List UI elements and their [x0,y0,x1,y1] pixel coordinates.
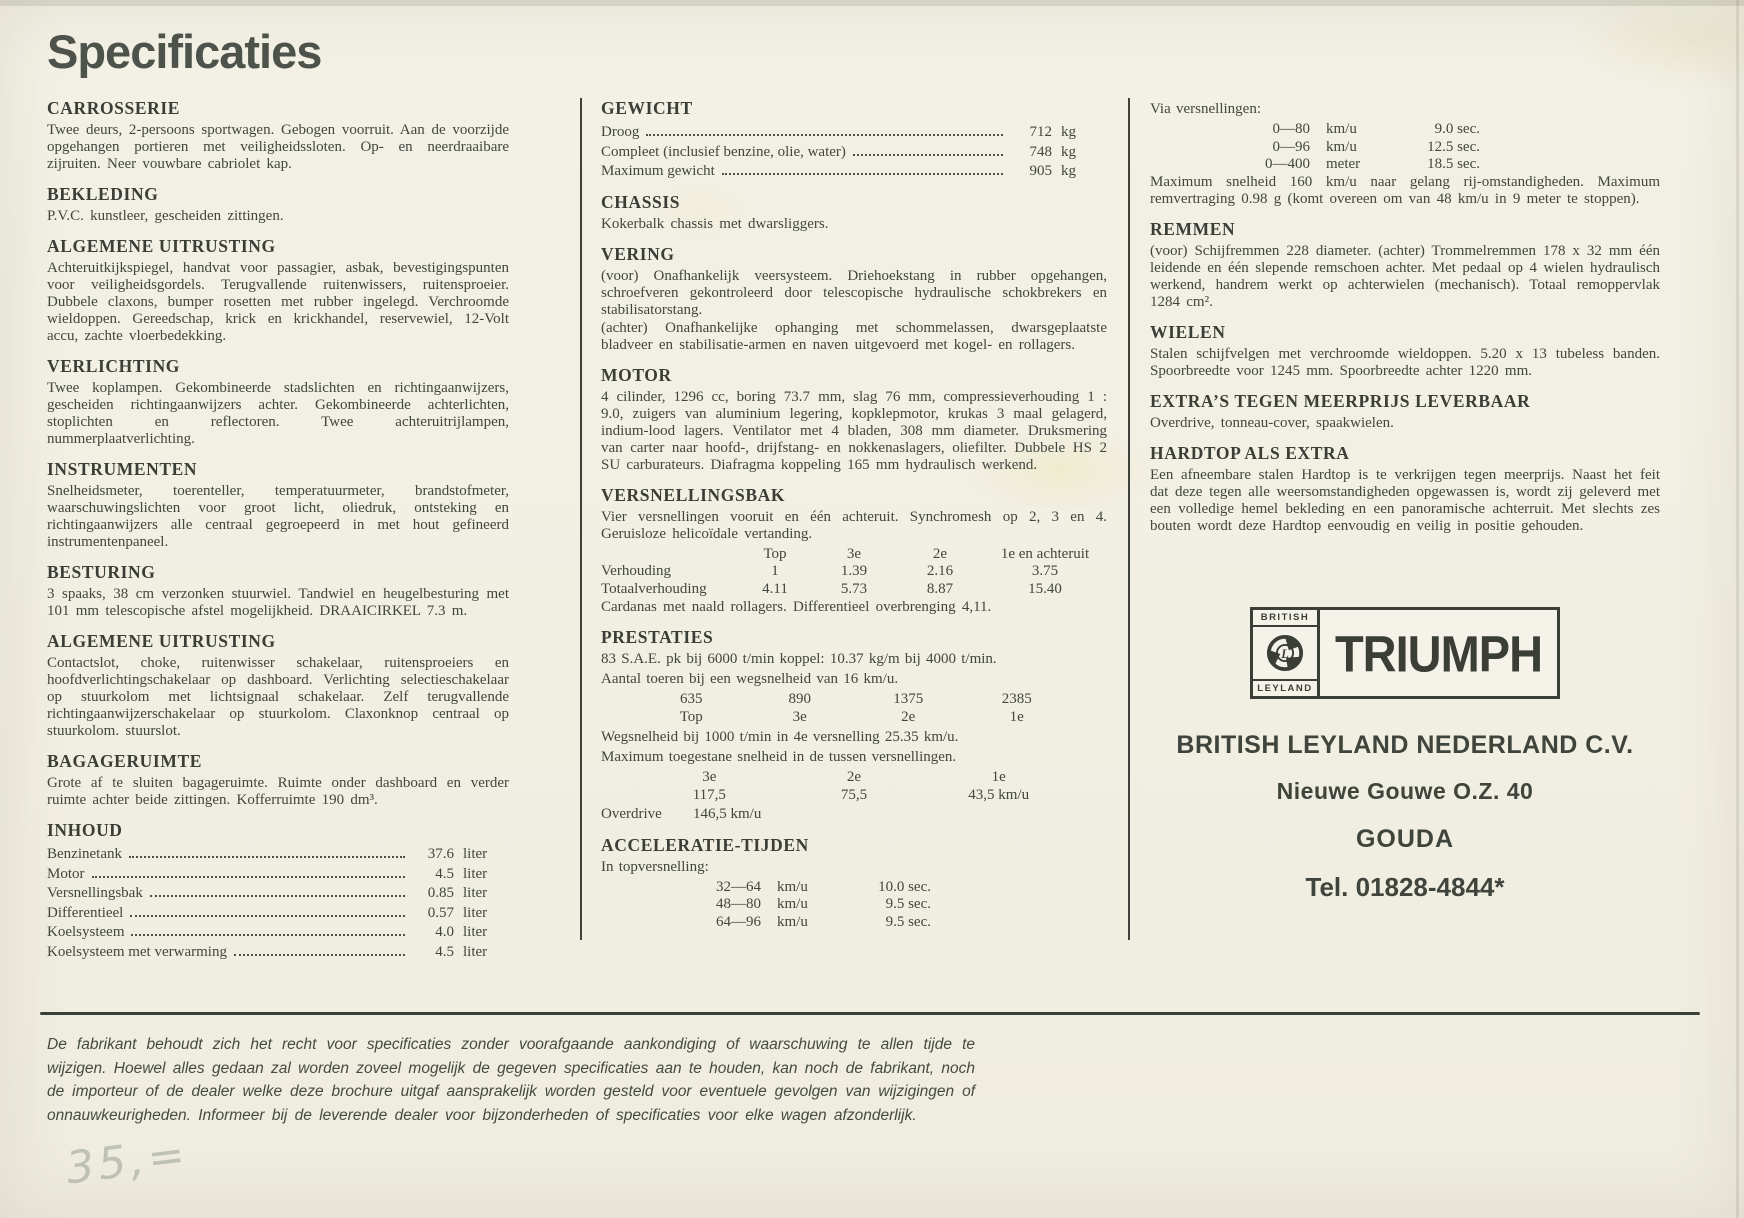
spec-label: Differentieel [47,904,124,921]
paragraph: Stalen schijfvelgen met verchroomde wieldoppen. 5.20 x 13 tubeless banden. Spoorbreedte voor 1245 mm. Spoorbreedte achter 1220 mm. [1150,345,1660,379]
figures-row [601,709,1107,727]
timing-unit: km/u [777,878,808,895]
timing-value: 9.5 sec. [885,913,931,930]
timing-value: 12.5 sec. [1427,138,1480,155]
spec-value: 4.0 [435,924,454,940]
timing-range: 0—80 [1272,121,1310,137]
ratio-cell: 3.75 [1031,563,1059,579]
street-address: Nieuwe Gouwe O.Z. 40 [1276,777,1534,804]
spec-label: Benzinetank [47,846,122,862]
key-value-row [601,806,1107,824]
figure-cell: 43,5 km/u [968,786,1030,803]
section-heading: PRESTATIES [601,627,714,647]
ratio-cell: Totaalverhouding [601,580,707,597]
page-title: Specificaties [47,25,322,78]
figures-row [601,691,1107,709]
spec-row [47,844,509,864]
british-leyland-roundel-icon [1253,627,1317,679]
spec-row [47,922,509,942]
spec-label: Koelsysteem [47,924,125,940]
logo-left-panel [1253,610,1320,696]
figure-cell: 1375 [893,691,924,707]
timing-range: 32—64 [716,878,761,895]
timing-unit: km/u [1326,138,1357,155]
plain-line: Aantal toeren bij een wegsnelheid van 16 km/u. [601,671,899,687]
section-heading: CHASSIS [601,191,681,212]
paragraph: Vier versnellingen vooruit en één achteruit. Synchromesh op 2, 3 en 4. Geruisloze helicoïdale vertanding. [601,508,1107,542]
company-name: BRITISH LEYLAND NEDERLAND C.V. [1176,730,1634,759]
spec-row [47,942,509,962]
footer-disclaimer: De fabrikant behoudt zich het recht voor specificaties zonder voorafgaande aankondiging of waarschuwing te allen tijde te wijzigen. Hoewel alles gedaan zal worden zoveel mogelijk de gegeven specificaties aan te houden, kan noch de fabrikant, noch de importeur of de dealer welke deze brochure uitgaf aansprakelijk worden gesteld voor eventuele gevolgen van wijzigingen of onnauwkeurigheden. Informeer bij de leverende dealer voor bijzonderheden of specificaties voor elke wagen afzonderlijk. [47,1036,975,1124]
section-heading: ALGEMENE UITRUSTING [47,631,276,651]
figure-cell: 2e [901,708,916,725]
spec-row [601,142,1107,162]
ratio-header-cell: 1e en achteruit [1000,545,1090,562]
paragraph: Snelheidsmeter, toerenteller, temperatuurmeter, brandstofmeter, waarschuwingslichten voor groot licht, oliedruk, ontsteking en richtingaanwijzers alle centraal gegroepeerd in met hout gefineerd instrumentenpaneel. [47,483,509,550]
figure-cell: 3e [702,769,717,785]
plain-line: In topversnelling: [601,858,709,875]
british-leyland-triumph-logo [1150,607,1660,699]
ratio-header-row [601,546,1107,564]
spec-unit: liter [463,943,488,960]
dot-leader [130,903,405,917]
spec-value: 712 [1029,124,1052,140]
figure-cell: 75,5 [840,786,868,803]
section-heading: REMMEN [1150,218,1236,239]
spec-unit: liter [463,904,488,921]
triumph-wordmark: TRIUMPH [1334,623,1543,682]
spec-column-3 [1150,98,1660,902]
section-heading: CARROSSERIE [47,98,181,118]
logo-box [1250,607,1560,699]
spec-value: 748 [1029,143,1052,160]
figure-cell: 117,5 [692,786,726,803]
timing-unit: km/u [1326,121,1357,137]
section-heading: BESTURING [47,562,156,582]
ratio-cell: Verhouding [601,563,671,579]
dot-leader [853,142,1003,156]
figures-grid [601,769,1107,804]
paragraph: (achter) Onafhankelijke ophanging met schommelassen, dwarsgeplaatste bladveer en stabilisatie-armen en naven uitgevoerd met kogel- en rollagers. [601,319,1107,353]
spec-unit: liter [463,865,488,882]
timing-row [601,896,1107,914]
section-heading: INHOUD [47,820,123,840]
ratio-cell: 15.40 [1028,580,1062,597]
spec-row [47,883,509,903]
timing-unit: km/u [777,913,808,930]
ratio-header-cell: Top [763,545,787,562]
timing-value: 9.5 sec. [885,896,931,912]
figure-cell: Top [679,708,703,725]
paragraph: Overdrive, tonneau-cover, spaakwielen. [1150,414,1394,431]
paragraph: Achteruitkijkspiegel, handvat voor passagier, asbak, bevestigingspunten voor veiligheidsgordels. Terugvallende ruitenwissers, ruitensproeier. Dubbele claxons, bumper rosetten met rubber ingelegd. Verchroomde wieldoppen. Gereedschap, krick en krickhandel, reservewiel, 12-Volt accu, zachte vloerbedekking. [47,260,509,344]
paragraph: (voor) Onafhankelijk veersysteem. Driehoekstang in rubber opgehangen, schroefveren gekontroleerd door telescopische hydraulische schokbrekers en stabilisatorstang. [601,267,1107,318]
paragraph: (voor) Schijfremmen 228 diameter. (achter) Trommelremmen 178 x 32 mm één leidende en één slepende remschoen achter. Met pedaal op 4 wielen hydraulisch werkend, handrem werkt op achterwielen (mechanisch). Totaal remoppervlak 1284 cm². [1150,242,1660,310]
ratio-row [601,563,1107,581]
spec-unit: kg [1061,143,1076,160]
timing-row [601,914,1107,932]
section-heading: MOTOR [601,364,672,385]
section-heading: VERLICHTING [47,356,181,376]
spec-value: 905 [1029,163,1052,179]
plain-line: 83 S.A.E. pk bij 6000 t/min koppel: 10.37 kg/m bij 4000 t/min. [601,651,997,667]
handwritten-price-note: 35,= [63,1128,192,1195]
paragraph: 3 spaaks, 38 cm verzonken stuurwiel. Tandwiel en heugelbesturing met 101 mm telescopische afstel mogelijkheid. DRAAICIRKEL 7.3 m. [47,586,509,619]
paragraph: Cardanas met naald rollagers. Differentieel overbrenging 4,11. [601,599,992,615]
spec-row [601,161,1107,181]
spec-column-3-blocks [1150,101,1660,535]
plain-line: Via versnellingen: [1150,101,1261,117]
spec-label: Compleet (inclusief benzine, olie, water) [601,143,846,160]
plain-line: Wegsnelheid bij 1000 t/min in 4e versnelling 25.35 km/u. [601,729,959,745]
section-heading: VERSNELLINGSBAK [601,484,786,505]
spec-label: Maximum gewicht [601,163,715,179]
paragraph: Grote af te sluiten bagageruimte. Ruimte onder dashboard en verder ruimte achter beide zittingen. Kofferruimte 190 dm³. [47,775,509,808]
spec-value: 4.5 [435,943,454,960]
spec-value: 0.85 [427,885,454,901]
figure-cell: 1e [1009,708,1024,725]
svg-text:L: L [1281,646,1289,661]
timing-range: 0—96 [1272,138,1310,155]
ratio-cell: 4.11 [762,580,788,597]
timing-unit: km/u [777,896,808,912]
dot-leader [92,864,406,878]
spec-column-1 [47,98,509,962]
logo-leyland-label: LEYLAND [1253,679,1317,696]
kv-value: 146,5 km/u [693,806,762,822]
figures-row [601,787,1107,805]
figure-cell: 1e [991,769,1006,785]
gear-ratio-table [601,546,1107,599]
figure-cell: 2385 [1001,691,1032,707]
timing-range: 64—96 [716,913,761,930]
ratio-cell: 8.87 [926,580,954,597]
ratio-cell: 2.16 [926,563,954,579]
timing-range: 0—400 [1265,156,1310,172]
timing-row [1150,156,1660,174]
section-heading: EXTRA’S TEGEN MEERPRIJS LEVERBAAR [1150,390,1531,411]
section-heading: BAGAGERUIMTE [47,751,202,771]
figure-cell: 890 [788,691,811,707]
footer-rule [40,1012,1700,1015]
spec-value: 4.5 [435,865,454,882]
section-heading: BEKLEDING [47,184,159,204]
city-name: GOUDA [1355,824,1455,853]
timing-value: 10.0 sec. [878,878,931,895]
timing-table [601,879,1107,932]
spec-label: Versnellingsbak [47,885,143,901]
ratio-cell: 5.73 [840,580,868,597]
paragraph: P.V.C. kunstleer, gescheiden zittingen. [47,208,284,224]
spec-unit: liter [463,885,488,901]
section-heading: HARDTOP ALS EXTRA [1150,442,1350,463]
ratio-cell: 1 [771,563,779,579]
timing-row [601,879,1107,897]
paragraph: Contactslot, choke, ruitenwisser schakelaar, ruitensproeiers en hoofdverlichtingschakelaar op dashboard. Verlichting selectieschakelaar op stuurkolom met lichtsignaal schakelaar. Zelf terugvallende richtingaanwijzerschakelaar op stuurkolom. Claxonknop centraal op stuurkolom. stuurslot. [47,655,509,739]
spec-label: Koelsysteem met verwarming [47,943,227,960]
timing-range: 48—80 [716,896,761,912]
figure-cell: 3e [792,708,807,725]
spec-unit: kg [1061,124,1076,140]
kv-label: Overdrive [601,806,662,822]
timing-value: 18.5 sec. [1427,156,1480,172]
spec-unit: kg [1061,163,1076,179]
spec-leader-table [47,844,509,961]
timing-row [1150,121,1660,139]
spec-unit: liter [463,846,488,862]
timing-table [1150,121,1660,174]
section-heading: ACCELERATIE-TIJDEN [601,834,809,855]
timing-value: 9.0 sec. [1434,121,1480,137]
ratio-cell: 1.39 [840,563,868,579]
spec-leader-table [601,122,1107,181]
spec-row [601,122,1107,142]
paragraph: Twee koplampen. Gekombineerde stadslichten en richtingaanwijzers, gescheiden richtingaanwijzers achter. Gekombineerde achterlichten, stoplichten en reflectoren. Twee achteruitrijlampen, nummerplaatverlichting. [47,380,509,447]
spec-column-2 [601,98,1107,931]
section-heading: WIELEN [1150,321,1226,342]
ratio-header-cell: 3e [846,545,862,562]
spec-label: Motor [47,865,85,882]
spec-row [47,864,509,884]
logo-british-label: BRITISH [1253,610,1317,627]
ratio-header-cell: 2e [932,545,948,562]
section-heading: GEWICHT [601,98,693,118]
spec-unit: liter [463,924,488,940]
ratio-row [601,581,1107,599]
paragraph: Een afneembare stalen Hardtop is te verkrijgen tegen meerprijs. Naast het feit dat deze tegen alle weersomstandigheden opgewassen is, wordt zij geleverd met een volledige hemel bekleding en een panoramische achterruit. Met slechts zes bouten wordt deze Hardtop eenvoudig en veilig in positie gehouden. [1150,466,1660,534]
dot-leader [646,122,1003,136]
paragraph: 4 cilinder, 1296 cc, boring 73.7 mm, slag 76 mm, compressieverhouding 1 : 9.0, zuigers van aluminium legering, kopklepmotor, krukas 3 maal gelagerd, indium-lood lagers. Ventilator met 4 bladen, 308 mm diameter. Druksmering van carter naar hoofd-, drijfstang- en nokkenaslagers, oliefilter. Dubbele HS 2 SU carburateurs. Diafragma koppeling 165 mm hydraulisch werkend. [601,388,1107,473]
figures-row [601,769,1107,787]
ratio-header-cell [601,546,739,564]
paragraph: Kokerbalk chassis met dwarsliggers. [601,215,829,232]
figure-cell: 2e [846,769,862,785]
figures-grid [601,691,1107,726]
dot-leader [129,844,405,858]
section-heading: INSTRUMENTEN [47,459,198,479]
spec-row [47,903,509,923]
column-divider-left [580,98,582,940]
dot-leader [150,883,405,897]
spec-value: 0.57 [427,904,454,921]
paragraph: Maximum snelheid 160 km/u naar gelang rij-omstandigheden. Maximum remvertraging 0.98 g (komt overeen om van 48 km/u in 9 meter te stoppen). [1150,173,1660,207]
paragraph: Twee deurs, 2-persoons sportwagen. Gebogen voorruit. Aan de voorzijde opgehangen portieren met veiligheidssloten. Op- en neerdraaibare zijruiten. Neer vouwbare cabriolet kap. [47,122,509,172]
dot-leader [722,161,1003,175]
spec-value: 37.6 [427,846,454,862]
column-divider-right [1128,98,1130,940]
plain-line: Maximum toegestane snelheid in de tussen versnellingen. [601,749,957,765]
dot-leader [234,942,405,956]
phone-number: Tel. 01828-4844* [1305,871,1505,902]
timing-unit: meter [1326,156,1361,172]
figure-cell: 635 [680,691,703,707]
dot-leader [131,922,405,936]
section-heading: ALGEMENE UITRUSTING [47,236,276,256]
spec-label: Droog [601,124,640,140]
timing-row [1150,139,1660,157]
section-heading: VERING [601,243,675,264]
